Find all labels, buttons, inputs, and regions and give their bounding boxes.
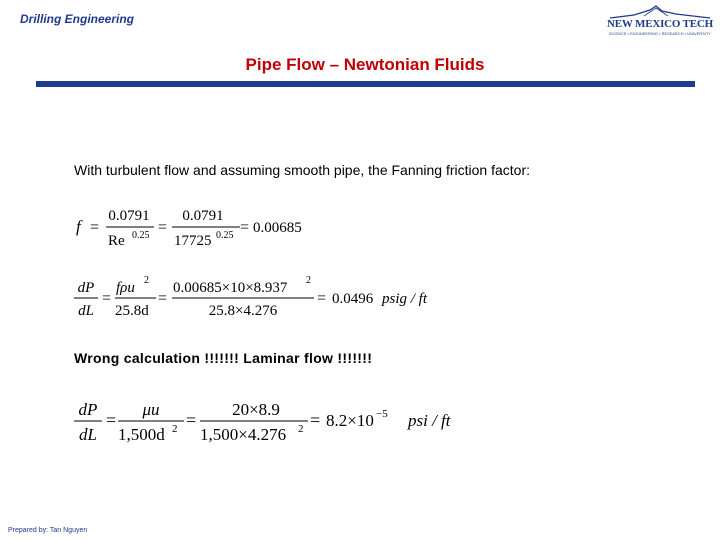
eq3-lhs-num: dP <box>78 400 98 419</box>
svg-text:=: = <box>158 290 168 307</box>
eq3-den1-exp: 2 <box>172 423 178 435</box>
eq3-unit: psi / ft <box>408 411 451 430</box>
svg-text:=: = <box>106 410 117 430</box>
eq2-num1: fρu <box>116 280 135 296</box>
eq3-result: 8.2×10 <box>326 411 374 430</box>
eq2-den2: 25.8×4.276 <box>208 303 278 319</box>
logo-tagline: SCIENCE • ENGINEERING • RESEARCH • UNIVERSITY <box>608 32 712 36</box>
svg-text:=: = <box>317 290 327 307</box>
svg-text:=: = <box>240 219 250 236</box>
prepared-by: Prepared by: Tan Nguyen <box>8 527 88 534</box>
eq1-num2: 0.0791 <box>182 208 224 224</box>
eq1-num1: 0.0791 <box>108 208 150 224</box>
eq3-num1: μu <box>142 400 160 419</box>
slide-title: Pipe Flow – Newtonian Fluids <box>245 55 485 74</box>
svg-text:=: = <box>310 410 321 430</box>
eq2-num1-exp: 2 <box>144 275 149 286</box>
svg-text:=: = <box>186 410 197 430</box>
eq1-den2: 17725 <box>174 233 212 249</box>
eq2-unit: psig / ft <box>382 291 428 307</box>
eq3-den2: 1,500×4.276 <box>200 425 287 444</box>
logo-name: NEW MEXICO TECH <box>606 18 713 30</box>
intro-text: With turbulent flow and assuming smooth pipe, the Fanning friction factor: <box>74 162 531 178</box>
eq3-den2-exp: 2 <box>298 423 304 435</box>
eq3-lhs-den: dL <box>79 425 97 444</box>
friction-factor-equation <box>72 200 332 257</box>
title-divider <box>36 81 695 87</box>
svg-text:=: = <box>102 290 112 307</box>
course-header: Drilling Engineering <box>20 12 135 26</box>
university-logo <box>604 4 716 40</box>
eq2-lhs-den: dL <box>78 303 94 319</box>
laminar-pressure-equation <box>72 393 472 456</box>
turbulent-pressure-equation <box>72 272 452 329</box>
svg-text:=: = <box>90 219 100 236</box>
eq1-result: 0.00685 <box>253 220 302 236</box>
eq2-lhs-num: dP <box>77 280 95 296</box>
eq3-den1: 1,500d <box>118 425 165 444</box>
eq1-lhs: f <box>76 217 81 236</box>
eq3-result-exp: −5 <box>376 408 388 420</box>
eq3-num2: 20×8.9 <box>232 400 280 419</box>
eq2-num2-exp: 2 <box>306 275 311 286</box>
eq2-result: 0.0496 <box>332 291 374 307</box>
svg-text:=: = <box>158 219 168 236</box>
eq1-den2-exp: 0.25 <box>216 230 234 241</box>
laminar-warning: Wrong calculation !!!!!!! Laminar flow !!!!!!! <box>74 350 373 366</box>
eq1-den1: Re <box>108 233 125 249</box>
eq2-num2: 0.00685×10×8.937 <box>173 280 288 296</box>
eq2-den1: 25.8d <box>115 303 149 319</box>
eq1-den1-exp: 0.25 <box>132 230 150 241</box>
